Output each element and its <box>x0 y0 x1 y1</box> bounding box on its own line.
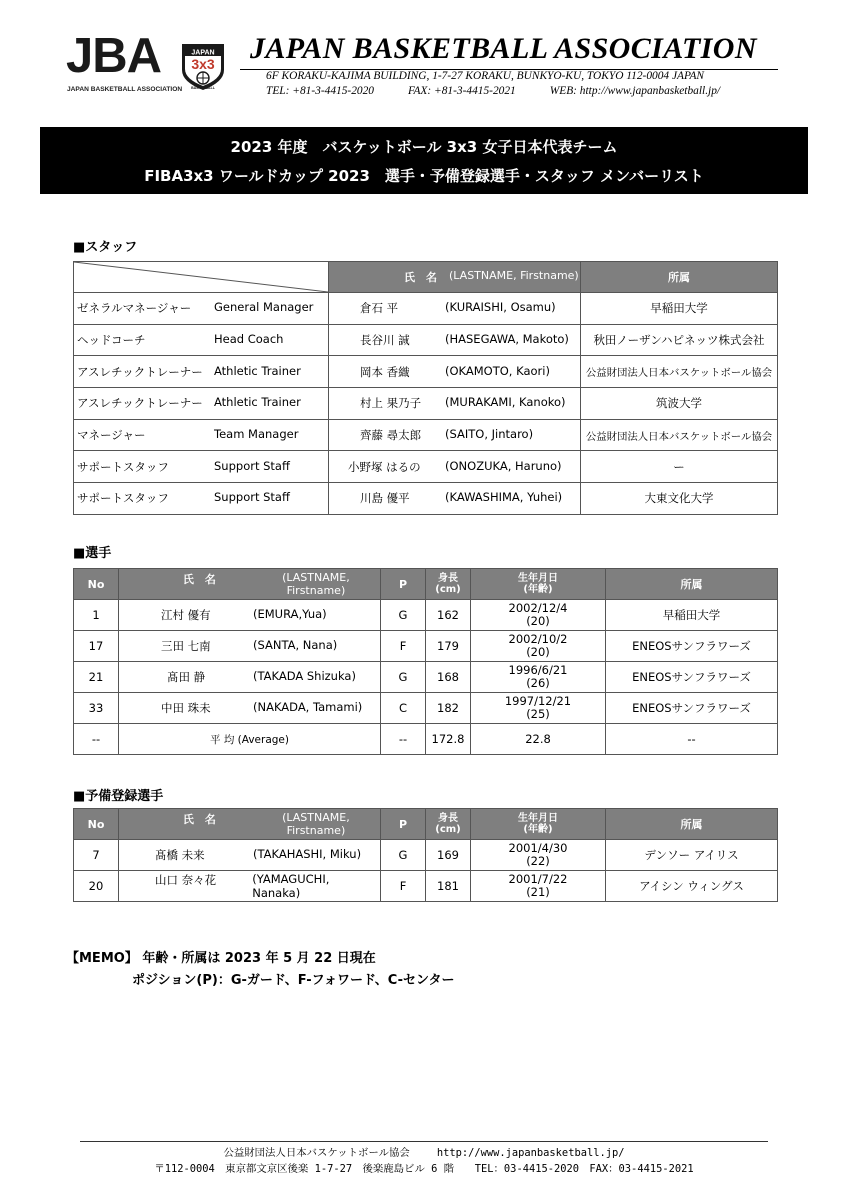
players-table <box>73 568 778 755</box>
svg-text:3x3: 3x3 <box>191 56 215 72</box>
role-en: Team Manager <box>214 427 299 442</box>
name-column-header: 氏 名 (LASTNAME, Firstname) <box>329 262 581 293</box>
staff-name-en: (HASEGAWA, Makoto) <box>445 332 569 347</box>
average-age: 22.8 <box>471 724 606 755</box>
no-column-header: No <box>74 809 119 840</box>
staff-name-en: (ONOZUKA, Haruno) <box>445 458 562 473</box>
player-height: 168 <box>426 662 471 693</box>
role-en: Support Staff <box>214 458 290 473</box>
affiliation-column-header: 所属 <box>606 809 778 840</box>
no-column-header: No <box>74 569 119 600</box>
height-column-header: 身長 <box>438 813 458 824</box>
reserves-table <box>73 808 778 902</box>
name-column-header: 氏 名 <box>182 813 216 826</box>
footer-line-1: 公益財団法人日本バスケットボール協会 http://www.japanbasketball.jp/ <box>223 1147 625 1159</box>
staff-name-en: (OKAMOTO, Kaori) <box>445 363 550 378</box>
staff-affiliation: 大東文化大学 <box>581 483 778 515</box>
staff-affiliation: ー <box>581 451 778 483</box>
player-height: 179 <box>426 631 471 662</box>
player-position: F <box>381 631 426 662</box>
player-age: (20) <box>526 645 550 659</box>
age-column-header: (年齢) <box>523 824 553 835</box>
players-heading: ■選手 <box>73 546 112 561</box>
player-affiliation: ENEOSサンフラワーズ <box>606 662 778 693</box>
player-affiliation: 早稲田大学 <box>606 600 778 631</box>
staff-name: 倉石 平 <box>360 301 399 316</box>
player-dob: 1997/12/21 <box>504 694 572 709</box>
role-jp: ヘッドコーチ <box>77 333 146 348</box>
player-position: G <box>381 600 426 631</box>
staff-affiliation: 早稲田大学 <box>581 293 778 325</box>
player-age: (26) <box>526 676 550 690</box>
role-en: General Manager <box>214 300 314 315</box>
player-name-en: (NAKADA, Tamami) <box>253 700 363 714</box>
table-row <box>74 356 778 388</box>
average-affiliation: -- <box>606 724 778 755</box>
reserves-heading: ■予備登録選手 <box>73 789 164 804</box>
player-age: (25) <box>526 707 550 721</box>
player-dob: 2001/7/22 <box>508 872 568 887</box>
staff-heading: ■スタッフ <box>73 240 138 255</box>
age-column-header: (年齢) <box>523 584 553 595</box>
table-row <box>74 600 778 631</box>
staff-name-en: (MURAKAMI, Kanoko) <box>445 395 566 410</box>
player-name: 江村 優有 <box>161 608 211 622</box>
fax-text: FAX: +81-3-4415-2021 <box>407 85 516 97</box>
player-height: 181 <box>426 871 471 902</box>
player-affiliation: ENEOSサンフラワーズ <box>606 693 778 724</box>
title-banner <box>40 127 808 194</box>
jba-logo <box>66 29 231 96</box>
role-en: Head Coach <box>214 332 284 347</box>
player-number: 20 <box>74 871 119 902</box>
table-row <box>74 419 778 451</box>
player-number: 1 <box>74 600 119 631</box>
table-row <box>74 871 778 902</box>
footer-line-2: 〒112-0004 東京都文京区後楽 1-7-27 後楽鹿島ビル 6 階 TEL：03-4415-2020 FAX：03-4415-2021 <box>154 1163 694 1175</box>
player-position: C <box>381 693 426 724</box>
role-jp: アスレチックトレーナー <box>77 396 203 411</box>
table-row <box>74 631 778 662</box>
staff-name-en: (KURAISHI, Osamu) <box>445 300 556 315</box>
position-column-header: P <box>381 569 426 600</box>
staff-name-en: (SAITO, Jintaro) <box>445 427 534 442</box>
staff-header-row <box>74 262 778 293</box>
name-en-column-header: (LASTNAME, Firstname) <box>282 811 350 837</box>
table-row <box>74 293 778 325</box>
table-row <box>74 662 778 693</box>
player-dob: 1996/6/21 <box>508 663 568 678</box>
staff-affiliation: 秋田ノーザンハピネッツ株式会社 <box>581 324 778 356</box>
player-position: G <box>381 840 426 871</box>
staff-name: 村上 果乃子 <box>360 396 422 411</box>
staff-affiliation: 公益財団法人日本バスケットボール協会 <box>581 419 778 451</box>
player-dob: 2002/12/4 <box>508 601 568 616</box>
staff-name: 長谷川 誠 <box>360 333 410 348</box>
role-en: Athletic Trainer <box>214 363 301 378</box>
table-row <box>74 693 778 724</box>
reserves-header-row <box>74 809 778 840</box>
role-en: Support Staff <box>214 490 290 505</box>
position-column-header: P <box>381 809 426 840</box>
player-number: 17 <box>74 631 119 662</box>
player-height: 182 <box>426 693 471 724</box>
player-affiliation: ENEOSサンフラワーズ <box>606 631 778 662</box>
average-row <box>74 724 778 755</box>
table-row <box>74 483 778 515</box>
dob-column-header: 生年月日 <box>518 573 558 584</box>
height-unit: (cm) <box>435 824 461 835</box>
logo-subtext: JAPAN BASKETBALL ASSOCIATION <box>67 86 183 93</box>
player-name: 山口 奈々花 <box>155 873 217 887</box>
player-name-en: (SANTA, Nana) <box>253 638 338 652</box>
height-unit: (cm) <box>435 584 461 595</box>
player-name-en: (TAKAHASHI, Miku) <box>253 847 362 861</box>
player-name: 中田 珠未 <box>161 701 211 715</box>
height-column-header: 身長 <box>438 573 458 584</box>
player-name: 髙橋 未来 <box>155 848 205 862</box>
name-column-header: 氏 名 <box>182 573 216 586</box>
player-affiliation: デンソー アイリス <box>606 840 778 871</box>
player-height: 169 <box>426 840 471 871</box>
player-dob: 2001/4/30 <box>508 841 568 856</box>
footer-divider <box>80 1141 768 1142</box>
role-jp: アスレチックトレーナー <box>77 364 203 379</box>
player-name-en: (TAKADA Shizuka) <box>253 669 356 683</box>
player-number: 21 <box>74 662 119 693</box>
logo-text: JBA <box>66 29 162 83</box>
name-en-column-header: (LASTNAME, Firstname) <box>282 571 350 597</box>
average-label: 平 均 (Average) <box>119 724 381 755</box>
staff-name: 岡本 香織 <box>360 364 410 379</box>
player-name-en: (YAMAGUCHI, Nanaka) <box>252 872 330 900</box>
web-link[interactable]: WEB: http://www.japanbasketball.jp/ <box>549 85 721 97</box>
staff-name: 川島 優平 <box>360 491 410 506</box>
staff-table <box>73 261 778 515</box>
staff-name: 齊藤 尋太郎 <box>360 428 422 443</box>
association-name: JAPAN BASKETBALL ASSOCIATION <box>250 32 757 65</box>
table-row <box>74 451 778 483</box>
title-line-1: 2023 年度 バスケットボール 3x3 女子日本代表チーム <box>230 138 618 156</box>
player-number: 7 <box>74 840 119 871</box>
staff-name: 小野塚 はるの <box>348 459 421 474</box>
players-header-row <box>74 569 778 600</box>
player-position: F <box>381 871 426 902</box>
association-address: 6F KORAKU-KAJIMA BUILDING, 1-7-27 KORAKU, BUNKYO-KU, TOKYO 112-0004 JAPAN <box>266 70 705 82</box>
dob-column-header: 生年月日 <box>518 813 558 824</box>
player-affiliation: アイシン ウィングス <box>606 871 778 902</box>
table-row <box>74 840 778 871</box>
svg-text:BASKETBALL: BASKETBALL <box>191 86 215 90</box>
header-diagonal-cell <box>74 262 329 293</box>
player-age: (21) <box>526 885 550 899</box>
role-jp: サポートスタッフ <box>77 491 169 506</box>
average-height: 172.8 <box>426 724 471 755</box>
role-jp: マネージャー <box>77 428 146 443</box>
role-jp: ゼネラルマネージャー <box>77 301 192 316</box>
affiliation-column-header: 所属 <box>606 569 778 600</box>
player-number: 33 <box>74 693 119 724</box>
table-row <box>74 324 778 356</box>
tel-text: TEL: +81-3-4415-2020 <box>266 85 374 97</box>
memo-line-1: 【MEMO】 年齢・所属は 2023 年 5 月 22 日現在 <box>66 951 376 966</box>
player-age: (20) <box>526 614 550 628</box>
role-jp: サポートスタッフ <box>77 459 169 474</box>
contact-line <box>266 85 754 97</box>
player-age: (22) <box>526 854 550 868</box>
average-position: -- <box>381 724 426 755</box>
player-name-en: (EMURA,Yua) <box>253 607 327 621</box>
staff-affiliation: 筑波大学 <box>581 388 778 420</box>
player-position: G <box>381 662 426 693</box>
player-dob: 2002/10/2 <box>508 632 568 647</box>
title-line-2: FIBA3x3 ワールドカップ 2023 選手・予備登録選手・スタッフ メンバーリスト <box>144 167 704 185</box>
player-height: 162 <box>426 600 471 631</box>
jba-3x3-badge-icon <box>176 38 230 92</box>
staff-name-en: (KAWASHIMA, Yuhei) <box>445 490 563 505</box>
player-name: 髙田 静 <box>167 670 206 684</box>
average-no: -- <box>74 724 119 755</box>
affiliation-column-header: 所属 <box>581 262 778 293</box>
memo-line-2: ポジション(P)：G-ガード、F-フォワード、C-センター <box>132 973 455 988</box>
player-name: 三田 七南 <box>161 639 211 653</box>
svg-text:JAPAN: JAPAN <box>191 49 215 57</box>
role-en: Athletic Trainer <box>214 395 301 410</box>
staff-affiliation: 公益財団法人日本バスケットボール協会 <box>581 356 778 388</box>
table-row <box>74 388 778 420</box>
